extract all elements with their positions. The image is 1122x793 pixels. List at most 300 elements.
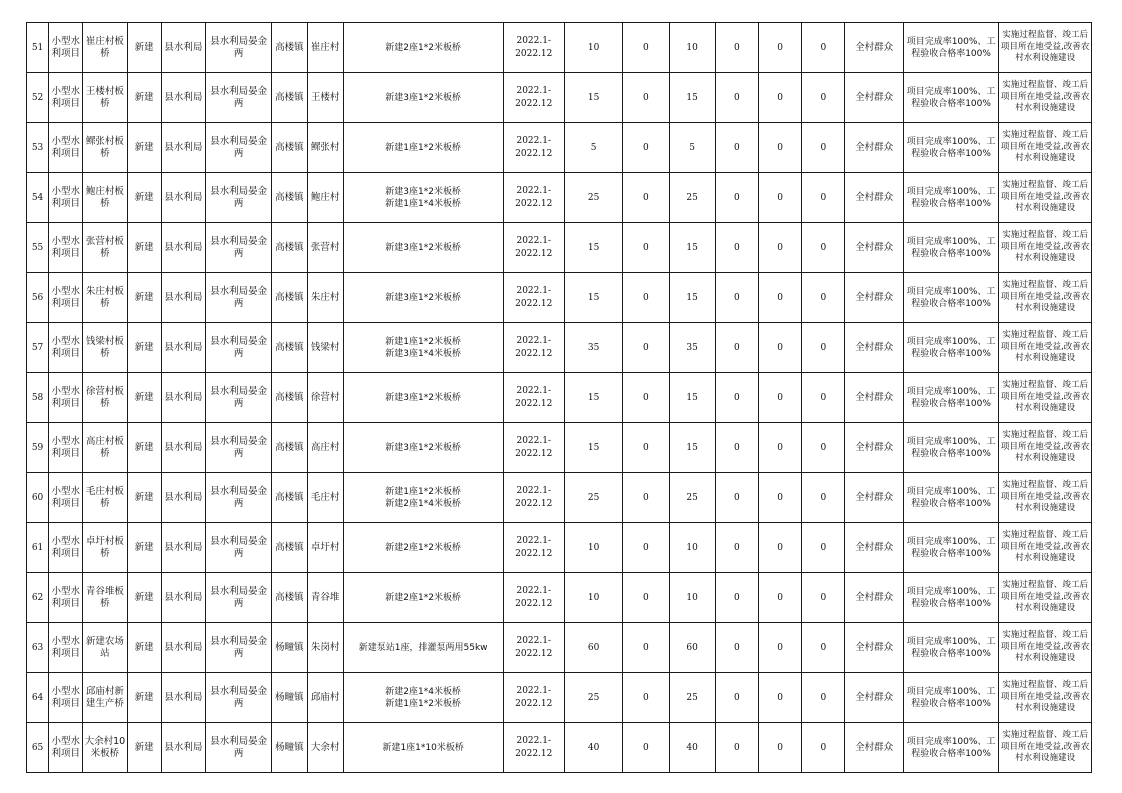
fund-column-4: 0	[759, 373, 802, 423]
fund-column-4: 0	[759, 623, 802, 673]
project-category: 小型水利项目	[49, 273, 83, 323]
fund-column-1: 0	[623, 673, 669, 723]
implementation-period-line: 2022.12	[515, 748, 553, 759]
table-row	[27, 473, 1092, 523]
project-name: 新建农场站	[83, 623, 127, 673]
project-category: 小型水利项目	[49, 223, 83, 273]
implementation-period-line: 2022.12	[515, 98, 553, 109]
total-investment: 10	[564, 523, 622, 573]
construction-content-line: 新建2座1*2米板桥	[385, 592, 461, 603]
fund-column-4: 0	[759, 473, 802, 523]
implementation-period-line: 2022.12	[515, 248, 553, 259]
implementation-period-line: 2022.1-	[516, 135, 552, 146]
total-investment: 60	[564, 623, 622, 673]
project-name: 徐营村板桥	[83, 373, 127, 423]
project-category: 小型水利项目	[49, 723, 83, 773]
project-category: 小型水利项目	[49, 523, 83, 573]
responsible-person: 县水利局晏金两	[205, 573, 271, 623]
fund-column-1: 0	[623, 273, 669, 323]
town: 杨疃镇	[272, 673, 307, 723]
benefit-mechanism: 实施过程监督、竣工后项目所在地受益,改善农村水利设施建设	[999, 73, 1092, 123]
responsible-person: 县水利局晏金两	[205, 73, 271, 123]
village: 卓圩村	[307, 523, 343, 573]
implementation-period	[503, 523, 564, 573]
fund-column-3: 0	[715, 173, 758, 223]
row-number: 51	[27, 23, 49, 73]
responsible-unit: 县水利局	[161, 573, 205, 623]
project-category: 小型水利项目	[49, 173, 83, 223]
implementation-period	[503, 623, 564, 673]
fund-column-3: 0	[715, 623, 758, 673]
benefit-mechanism: 实施过程监督、竣工后项目所在地受益,改善农村水利设施建设	[999, 373, 1092, 423]
construction-content-line: 新建2座1*4米板桥	[385, 498, 461, 509]
table-row	[27, 723, 1092, 773]
performance-target: 项目完成率100%、工程验收合格率100%	[903, 23, 999, 73]
construction-content-line: 新建3座1*2米板桥	[385, 242, 461, 253]
table-row	[27, 323, 1092, 373]
town: 高楼镇	[272, 173, 307, 223]
town: 高楼镇	[272, 223, 307, 273]
performance-target: 项目完成率100%、工程验收合格率100%	[903, 323, 999, 373]
total-investment: 10	[564, 573, 622, 623]
row-number: 54	[27, 173, 49, 223]
fund-column-3: 0	[715, 473, 758, 523]
implementation-period-line: 2022.1-	[516, 35, 552, 46]
fund-column-4: 0	[759, 323, 802, 373]
fund-column-5: 0	[802, 273, 845, 323]
table-row	[27, 573, 1092, 623]
fund-column-1: 0	[623, 373, 669, 423]
village: 崔庄村	[307, 23, 343, 73]
beneficiaries: 全村群众	[845, 723, 903, 773]
construction-content	[343, 373, 503, 423]
responsible-person: 县水利局晏金两	[205, 523, 271, 573]
row-number: 55	[27, 223, 49, 273]
responsible-person: 县水利局晏金两	[205, 173, 271, 223]
beneficiaries: 全村群众	[845, 373, 903, 423]
total-investment: 15	[564, 223, 622, 273]
construction-content-line: 新建2座1*4米板桥	[385, 686, 461, 697]
town: 高楼镇	[272, 573, 307, 623]
project-name: 高庄村板桥	[83, 423, 127, 473]
total-investment: 5	[564, 123, 622, 173]
total-investment: 15	[564, 423, 622, 473]
responsible-person: 县水利局晏金两	[205, 223, 271, 273]
total-investment: 25	[564, 173, 622, 223]
responsible-person: 县水利局晏金两	[205, 273, 271, 323]
fund-column-4: 0	[759, 423, 802, 473]
row-number: 58	[27, 373, 49, 423]
fund-column-1: 0	[623, 423, 669, 473]
construction-content	[343, 473, 503, 523]
row-number: 53	[27, 123, 49, 173]
beneficiaries: 全村群众	[845, 473, 903, 523]
construction-content-line: 新建2座1*2米板桥	[385, 542, 461, 553]
project-category: 小型水利项目	[49, 323, 83, 373]
total-investment: 25	[564, 473, 622, 523]
total-investment: 10	[564, 23, 622, 73]
row-number: 61	[27, 523, 49, 573]
row-number: 57	[27, 323, 49, 373]
responsible-unit: 县水利局	[161, 673, 205, 723]
implementation-period-line: 2022.12	[515, 548, 553, 559]
performance-target: 项目完成率100%、工程验收合格率100%	[903, 723, 999, 773]
performance-target: 项目完成率100%、工程验收合格率100%	[903, 473, 999, 523]
beneficiaries: 全村群众	[845, 223, 903, 273]
fund-column-2: 25	[669, 173, 715, 223]
row-number: 52	[27, 73, 49, 123]
project-category: 小型水利项目	[49, 573, 83, 623]
construction-type: 新建	[127, 273, 161, 323]
construction-content	[343, 323, 503, 373]
performance-target: 项目完成率100%、工程验收合格率100%	[903, 373, 999, 423]
fund-column-1: 0	[623, 473, 669, 523]
construction-type: 新建	[127, 523, 161, 573]
total-investment: 40	[564, 723, 622, 773]
fund-column-1: 0	[623, 223, 669, 273]
village: 鳏张村	[307, 123, 343, 173]
benefit-mechanism: 实施过程监督、竣工后项目所在地受益,改善农村水利设施建设	[999, 673, 1092, 723]
performance-target: 项目完成率100%、工程验收合格率100%	[903, 173, 999, 223]
implementation-period	[503, 323, 564, 373]
fund-column-1: 0	[623, 23, 669, 73]
village: 王楼村	[307, 73, 343, 123]
row-number: 59	[27, 423, 49, 473]
row-number: 64	[27, 673, 49, 723]
fund-column-5: 0	[802, 473, 845, 523]
fund-column-5: 0	[802, 573, 845, 623]
fund-column-2: 25	[669, 673, 715, 723]
benefit-mechanism: 实施过程监督、竣工后项目所在地受益,改善农村水利设施建设	[999, 473, 1092, 523]
project-table	[26, 22, 1092, 773]
construction-type: 新建	[127, 423, 161, 473]
village: 徐营村	[307, 373, 343, 423]
fund-column-2: 15	[669, 73, 715, 123]
fund-column-5: 0	[802, 173, 845, 223]
responsible-unit: 县水利局	[161, 23, 205, 73]
performance-target: 项目完成率100%、工程验收合格率100%	[903, 123, 999, 173]
performance-target: 项目完成率100%、工程验收合格率100%	[903, 623, 999, 673]
fund-column-3: 0	[715, 73, 758, 123]
fund-column-1: 0	[623, 623, 669, 673]
fund-column-3: 0	[715, 573, 758, 623]
table-row	[27, 373, 1092, 423]
responsible-unit: 县水利局	[161, 373, 205, 423]
project-name: 卓圩村板桥	[83, 523, 127, 573]
fund-column-1: 0	[623, 123, 669, 173]
project-name: 张营村板桥	[83, 223, 127, 273]
construction-content-line: 新建1座1*2米板桥	[385, 698, 461, 709]
beneficiaries: 全村群众	[845, 273, 903, 323]
fund-column-3: 0	[715, 273, 758, 323]
project-name: 钱梁村板桥	[83, 323, 127, 373]
total-investment: 25	[564, 673, 622, 723]
benefit-mechanism: 实施过程监督、竣工后项目所在地受益,改善农村水利设施建设	[999, 123, 1092, 173]
town: 高楼镇	[272, 523, 307, 573]
fund-column-3: 0	[715, 423, 758, 473]
project-name: 青谷堆板桥	[83, 573, 127, 623]
construction-content-line: 新建泵站1座，排灌泵两用55kw	[358, 642, 488, 653]
row-number: 65	[27, 723, 49, 773]
table-row	[27, 423, 1092, 473]
fund-column-5: 0	[802, 373, 845, 423]
fund-column-3: 0	[715, 323, 758, 373]
implementation-period-line: 2022.12	[515, 498, 553, 509]
fund-column-1: 0	[623, 73, 669, 123]
implementation-period	[503, 223, 564, 273]
town: 高楼镇	[272, 273, 307, 323]
town: 高楼镇	[272, 73, 307, 123]
construction-content	[343, 273, 503, 323]
construction-type: 新建	[127, 723, 161, 773]
fund-column-2: 10	[669, 573, 715, 623]
responsible-unit: 县水利局	[161, 123, 205, 173]
implementation-period	[503, 723, 564, 773]
fund-column-4: 0	[759, 223, 802, 273]
town: 高楼镇	[272, 473, 307, 523]
fund-column-5: 0	[802, 23, 845, 73]
fund-column-5: 0	[802, 223, 845, 273]
responsible-unit: 县水利局	[161, 723, 205, 773]
town: 高楼镇	[272, 373, 307, 423]
implementation-period	[503, 73, 564, 123]
benefit-mechanism: 实施过程监督、竣工后项目所在地受益,改善农村水利设施建设	[999, 23, 1092, 73]
village: 高庄村	[307, 423, 343, 473]
implementation-period-line: 2022.1-	[516, 85, 552, 96]
town: 杨疃镇	[272, 723, 307, 773]
construction-content-line: 新建3座1*2米板桥	[385, 442, 461, 453]
responsible-person: 县水利局晏金两	[205, 423, 271, 473]
project-category: 小型水利项目	[49, 73, 83, 123]
construction-content	[343, 723, 503, 773]
implementation-period-line: 2022.1-	[516, 435, 552, 446]
fund-column-4: 0	[759, 673, 802, 723]
project-name: 鳏张村板桥	[83, 123, 127, 173]
project-category: 小型水利项目	[49, 373, 83, 423]
construction-type: 新建	[127, 623, 161, 673]
performance-target: 项目完成率100%、工程验收合格率100%	[903, 573, 999, 623]
town: 高楼镇	[272, 423, 307, 473]
beneficiaries: 全村群众	[845, 23, 903, 73]
project-category: 小型水利项目	[49, 423, 83, 473]
benefit-mechanism: 实施过程监督、竣工后项目所在地受益,改善农村水利设施建设	[999, 223, 1092, 273]
responsible-person: 县水利局晏金两	[205, 723, 271, 773]
table-row	[27, 123, 1092, 173]
implementation-period-line: 2022.12	[515, 648, 553, 659]
fund-column-2: 25	[669, 473, 715, 523]
construction-content	[343, 223, 503, 273]
responsible-person: 县水利局晏金两	[205, 473, 271, 523]
performance-target: 项目完成率100%、工程验收合格率100%	[903, 673, 999, 723]
construction-content-line: 新建3座1*2米板桥	[385, 392, 461, 403]
responsible-unit: 县水利局	[161, 173, 205, 223]
fund-column-1: 0	[623, 573, 669, 623]
responsible-person: 县水利局晏金两	[205, 323, 271, 373]
fund-column-4: 0	[759, 123, 802, 173]
implementation-period	[503, 173, 564, 223]
implementation-period	[503, 673, 564, 723]
implementation-period-line: 2022.1-	[516, 685, 552, 696]
village: 钱梁村	[307, 323, 343, 373]
responsible-unit: 县水利局	[161, 223, 205, 273]
beneficiaries: 全村群众	[845, 523, 903, 573]
total-investment: 15	[564, 273, 622, 323]
project-category: 小型水利项目	[49, 673, 83, 723]
responsible-person: 县水利局晏金两	[205, 623, 271, 673]
implementation-period	[503, 373, 564, 423]
construction-content-line: 新建2座1*2米板桥	[385, 42, 461, 53]
village: 毛庄村	[307, 473, 343, 523]
fund-column-2: 15	[669, 423, 715, 473]
beneficiaries: 全村群众	[845, 73, 903, 123]
fund-column-4: 0	[759, 73, 802, 123]
construction-type: 新建	[127, 223, 161, 273]
responsible-unit: 县水利局	[161, 623, 205, 673]
implementation-period-line: 2022.1-	[516, 535, 552, 546]
implementation-period-line: 2022.12	[515, 298, 553, 309]
fund-column-4: 0	[759, 573, 802, 623]
benefit-mechanism: 实施过程监督、竣工后项目所在地受益,改善农村水利设施建设	[999, 623, 1092, 673]
fund-column-3: 0	[715, 223, 758, 273]
benefit-mechanism: 实施过程监督、竣工后项目所在地受益,改善农村水利设施建设	[999, 323, 1092, 373]
fund-column-2: 5	[669, 123, 715, 173]
town: 高楼镇	[272, 123, 307, 173]
fund-column-1: 0	[623, 323, 669, 373]
construction-type: 新建	[127, 673, 161, 723]
beneficiaries: 全村群众	[845, 173, 903, 223]
implementation-period-line: 2022.1-	[516, 235, 552, 246]
project-name: 朱庄村板桥	[83, 273, 127, 323]
project-category: 小型水利项目	[49, 123, 83, 173]
construction-content	[343, 423, 503, 473]
project-name: 崔庄村板桥	[83, 23, 127, 73]
fund-column-5: 0	[802, 723, 845, 773]
project-name: 王楼村板桥	[83, 73, 127, 123]
implementation-period-line: 2022.1-	[516, 285, 552, 296]
benefit-mechanism: 实施过程监督、竣工后项目所在地受益,改善农村水利设施建设	[999, 423, 1092, 473]
performance-target: 项目完成率100%、工程验收合格率100%	[903, 273, 999, 323]
implementation-period	[503, 273, 564, 323]
construction-content	[343, 673, 503, 723]
responsible-person: 县水利局晏金两	[205, 373, 271, 423]
table-row	[27, 523, 1092, 573]
benefit-mechanism: 实施过程监督、竣工后项目所在地受益,改善农村水利设施建设	[999, 173, 1092, 223]
fund-column-4: 0	[759, 273, 802, 323]
beneficiaries: 全村群众	[845, 123, 903, 173]
village: 青谷堆	[307, 573, 343, 623]
implementation-period-line: 2022.12	[515, 198, 553, 209]
fund-column-2: 15	[669, 223, 715, 273]
performance-target: 项目完成率100%、工程验收合格率100%	[903, 423, 999, 473]
table-row	[27, 23, 1092, 73]
fund-column-5: 0	[802, 73, 845, 123]
row-number: 56	[27, 273, 49, 323]
fund-column-3: 0	[715, 673, 758, 723]
fund-column-2: 60	[669, 623, 715, 673]
fund-column-5: 0	[802, 623, 845, 673]
village: 朱岗村	[307, 623, 343, 673]
construction-content	[343, 523, 503, 573]
benefit-mechanism: 实施过程监督、竣工后项目所在地受益,改善农村水利设施建设	[999, 273, 1092, 323]
beneficiaries: 全村群众	[845, 423, 903, 473]
benefit-mechanism: 实施过程监督、竣工后项目所在地受益,改善农村水利设施建设	[999, 723, 1092, 773]
construction-content-line: 新建3座1*2米板桥	[385, 292, 461, 303]
construction-type: 新建	[127, 23, 161, 73]
implementation-period-line: 2022.1-	[516, 735, 552, 746]
responsible-person: 县水利局晏金两	[205, 673, 271, 723]
implementation-period-line: 2022.12	[515, 348, 553, 359]
implementation-period-line: 2022.1-	[516, 585, 552, 596]
table-row	[27, 273, 1092, 323]
construction-type: 新建	[127, 73, 161, 123]
town: 杨疃镇	[272, 623, 307, 673]
responsible-person: 县水利局晏金两	[205, 123, 271, 173]
table-row	[27, 173, 1092, 223]
construction-content-line: 新建1座1*10米板桥	[382, 742, 464, 753]
village: 张营村	[307, 223, 343, 273]
responsible-person: 县水利局晏金两	[205, 23, 271, 73]
construction-content-line: 新建1座1*4米板桥	[385, 198, 461, 209]
construction-content-line: 新建3座1*4米板桥	[385, 348, 461, 359]
performance-target: 项目完成率100%、工程验收合格率100%	[903, 523, 999, 573]
construction-content-line: 新建3座1*2米板桥	[385, 186, 461, 197]
town: 高楼镇	[272, 23, 307, 73]
implementation-period-line: 2022.1-	[516, 335, 552, 346]
table-row	[27, 223, 1092, 273]
project-name: 大余村10米板桥	[83, 723, 127, 773]
table-row	[27, 623, 1092, 673]
construction-type: 新建	[127, 123, 161, 173]
implementation-period	[503, 473, 564, 523]
fund-column-2: 10	[669, 23, 715, 73]
construction-type: 新建	[127, 173, 161, 223]
construction-content	[343, 123, 503, 173]
benefit-mechanism: 实施过程监督、竣工后项目所在地受益,改善农村水利设施建设	[999, 523, 1092, 573]
implementation-period-line: 2022.12	[515, 148, 553, 159]
row-number: 60	[27, 473, 49, 523]
construction-content	[343, 23, 503, 73]
performance-target: 项目完成率100%、工程验收合格率100%	[903, 73, 999, 123]
implementation-period-line: 2022.12	[515, 598, 553, 609]
table-row	[27, 673, 1092, 723]
fund-column-5: 0	[802, 423, 845, 473]
responsible-unit: 县水利局	[161, 323, 205, 373]
construction-type: 新建	[127, 373, 161, 423]
fund-column-3: 0	[715, 373, 758, 423]
construction-type: 新建	[127, 473, 161, 523]
implementation-period	[503, 573, 564, 623]
fund-column-2: 10	[669, 523, 715, 573]
construction-content-line: 新建1座1*2米板桥	[385, 486, 461, 497]
fund-column-4: 0	[759, 23, 802, 73]
implementation-period	[503, 123, 564, 173]
responsible-unit: 县水利局	[161, 73, 205, 123]
construction-content	[343, 573, 503, 623]
performance-target: 项目完成率100%、工程验收合格率100%	[903, 223, 999, 273]
implementation-period-line: 2022.1-	[516, 185, 552, 196]
project-category: 小型水利项目	[49, 473, 83, 523]
project-category: 小型水利项目	[49, 23, 83, 73]
fund-column-4: 0	[759, 723, 802, 773]
town: 高楼镇	[272, 323, 307, 373]
implementation-period-line: 2022.1-	[516, 485, 552, 496]
village: 朱庄村	[307, 273, 343, 323]
fund-column-3: 0	[715, 723, 758, 773]
construction-content	[343, 73, 503, 123]
fund-column-4: 0	[759, 523, 802, 573]
beneficiaries: 全村群众	[845, 323, 903, 373]
fund-column-2: 35	[669, 323, 715, 373]
